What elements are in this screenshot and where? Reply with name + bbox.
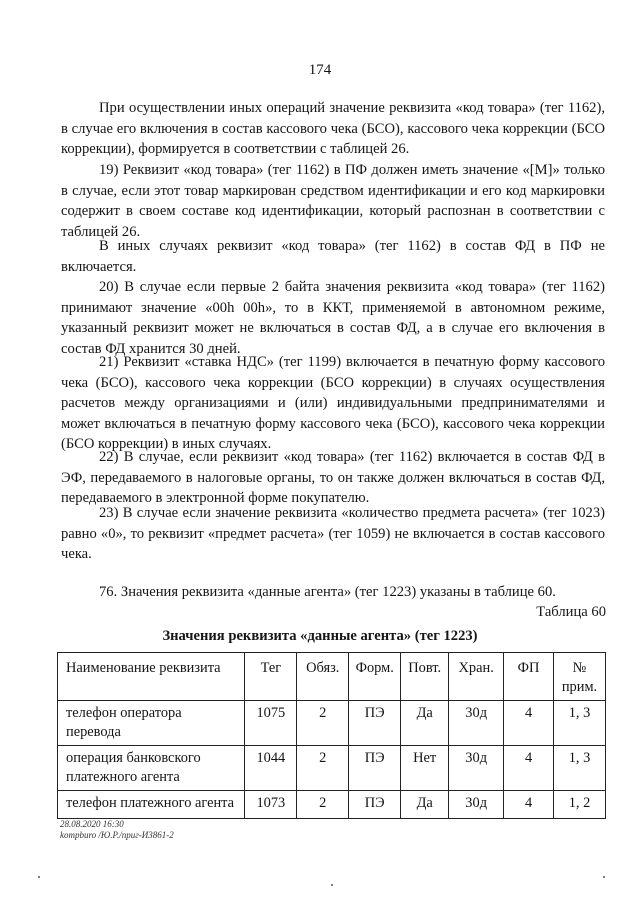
cell-format: ПЭ [349,746,401,791]
paragraph-1: При осуществлении иных операций значение реквизита «код товара» (тег 1162), в случае его включения в состав кассового чека (БСО), кассового чека коррекции (БСО коррекции), формируется в соответствии с таблицей 26. [61,100,605,157]
cell-note: 1, 3 [554,701,606,746]
cell-tag: 1075 [245,701,297,746]
cell-note: 1, 3 [554,746,606,791]
cell-name: телефон оператора перевода [58,701,245,746]
table-row [58,746,606,791]
cell-storage: 30д [449,746,504,791]
paragraph-21: 21) Реквизит «ставка НДС» (тег 1199) включается в печатную форму кассового чека (БСО), кассового чека коррекции (БСО коррекции) в случаях осуществления расчетов между организациями и (или) индивидуальными предпринимателями и может включаться в печатную форму кассового чека (БСО), кассового чека коррекции (БСО коррекции) в иных случаях. [61,354,605,452]
cell-format: ПЭ [349,701,401,746]
cell-mandatory: 2 [297,791,349,819]
cell-note: 1, 2 [554,791,606,819]
cell-format: ПЭ [349,791,401,819]
cell-repeat: Да [401,791,449,819]
page-number: 174 [308,62,332,78]
cell-repeat: Нет [401,746,449,791]
header-storage: Хран. [449,653,504,701]
header-name: Наименование реквизита [58,653,245,701]
header-note: № прим. [554,653,606,701]
agent-data-table [57,652,606,819]
cell-fp: 4 [504,746,554,791]
cell-mandatory: 2 [297,746,349,791]
cell-tag: 1044 [245,746,297,791]
header-mandatory: Обяз. [297,653,349,701]
footer-file: kompburo /Ю.Р./приг-И3861-2 [60,830,174,840]
header-fp: ФП [504,653,554,701]
paragraph-22: 22) В случае, если реквизит «код товара» (тег 1162) включается в состав ФД в ЭФ, передаваемого в налоговые органы, то он также должен включаться в состав ФД, передаваемого в электронной форме покупателю. [61,449,605,506]
table-header-row [58,653,606,701]
cell-repeat: Да [401,701,449,746]
paragraph-76: 76. Значения реквизита «данные агента» (тег 1223) указаны в таблице 60. [99,584,556,600]
table-caption: Таблица 60 [536,604,606,620]
scan-speck [331,884,333,886]
paragraph-other-cases: В иных случаях реквизит «код товара» (тег 1162) в состав ФД в ПФ не включается. [61,238,605,275]
footer-timestamp: 28.08.2020 16:30 [60,819,124,829]
cell-name: телефон платежного агента [58,791,245,819]
cell-storage: 30д [449,791,504,819]
header-format: Форм. [349,653,401,701]
table-title: Значения реквизита «данные агента» (тег 1223) [162,628,478,644]
cell-fp: 4 [504,791,554,819]
paragraph-19: 19) Реквизит «код товара» (тег 1162) в ПФ должен иметь значение «[М]» только в случае, если этот товар маркирован средством идентификации и его код маркировки содержит в своем составе код идентификации, который распознан в соответствии с таблицей 26. [61,162,605,240]
scan-speck [38,876,40,878]
cell-storage: 30д [449,701,504,746]
paragraph-20: 20) В случае если первые 2 байта значения реквизита «код товара» (тег 1162) принимают значение «00h 00h», то в ККТ, применяемой в автономном режиме, указанный реквизит может не включаться в состав ФД, а в случае его включения в состав ФД хранится 30 дней. [61,279,605,357]
header-repeat: Повт. [401,653,449,701]
table-row [58,701,606,746]
table-row [58,791,606,819]
header-tag: Тег [245,653,297,701]
cell-mandatory: 2 [297,701,349,746]
cell-fp: 4 [504,701,554,746]
scan-speck [603,876,605,878]
cell-tag: 1073 [245,791,297,819]
cell-name: операция банковского платежного агента [58,746,245,791]
paragraph-23: 23) В случае если значение реквизита «количество предмета расчета» (тег 1023) равно «0», то реквизит «предмет расчета» (тег 1059) не включается в состав кассового чека. [61,505,605,562]
